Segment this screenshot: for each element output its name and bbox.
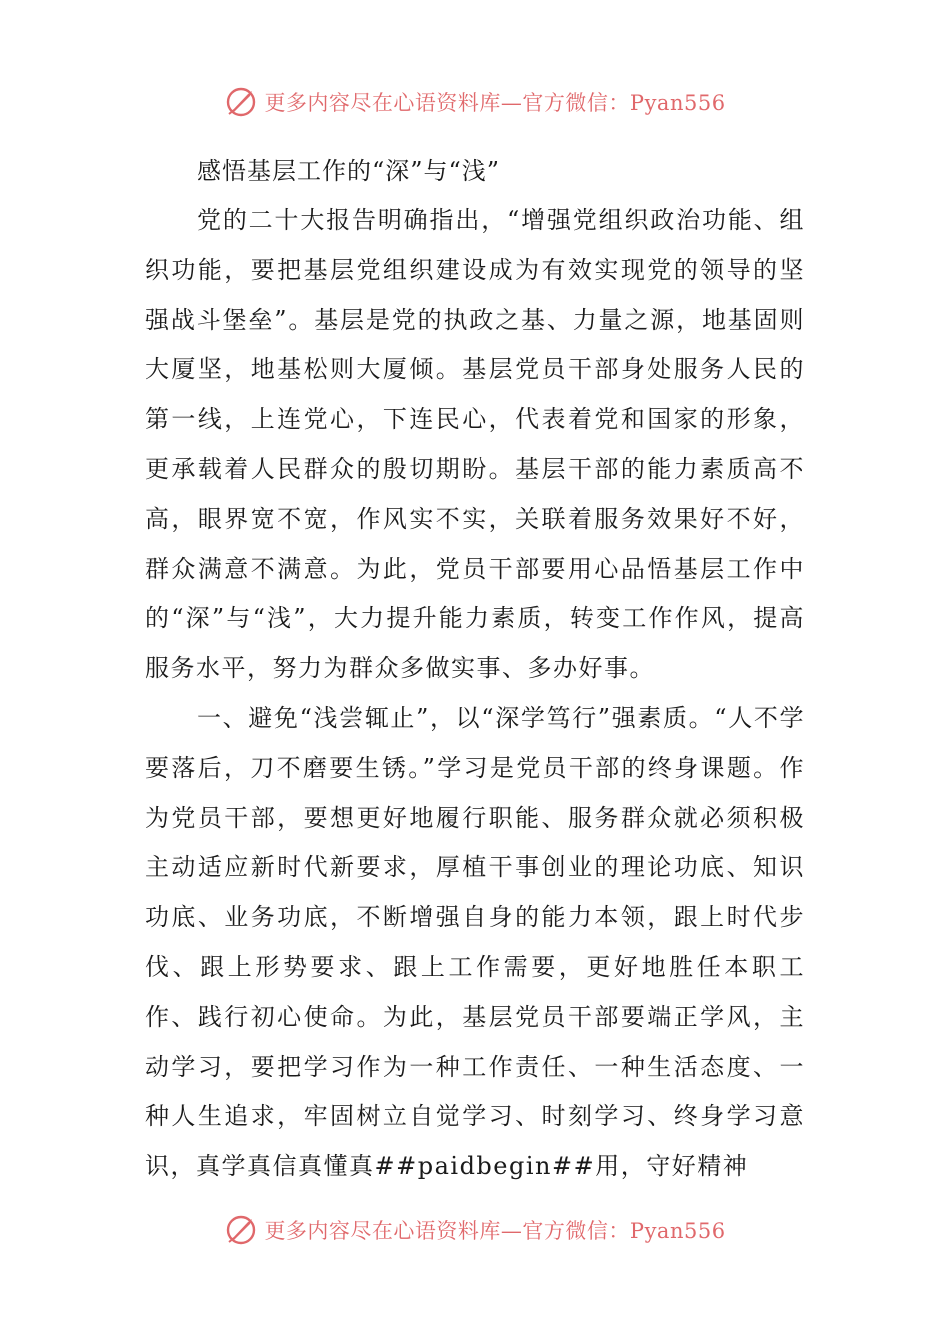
header-banner <box>0 80 950 124</box>
paragraph-intro: 党的二十大报告明确指出，“增强党组织政治功能、组织功能，要把基层党组织建设成为有效实现党的领导的坚强战斗堡垒”。基层是党的执政之基、力量之源，地基固则大厦坚，地基松则大厦倾。基层党员干部身处服务人民的第一线，上连党心，下连民心，代表着党和国家的形象，更承载着人民群众的殷切期盼。基层干部的能力素质高不高，眼界宽不宽，作风实不实，关联着服务效果好不好，群众满意不满意。为此，党员干部要用心品悟基层工作中的“深”与“浅”，大力提升能力素质，转变工作作风，提高服务水平，努力为群众多做实事、多办好事。 <box>145 206 805 683</box>
document-title: 感悟基层工作的“深”与“浅” <box>197 157 501 185</box>
header-banner-text: 更多内容尽在心语资料库—官方微信：Pyan556 <box>264 91 726 115</box>
document-body <box>145 146 805 1192</box>
quill-pen-logo-icon <box>224 1213 258 1247</box>
paragraph-section-one: 一、避免“浅尝辄止”，以“深学笃行”强素质。“人不学要落后，刀不磨要生锈。”学习是党员干部的终身课题。作为党员干部，要想更好地履行职能、服务群众就必须积极主动适应新时代新要求，厚植干事创业的理论功底、知识功底、业务功底，不断增强自身的能力本领，跟上时代步伐、跟上形势要求、跟上工作需要，更好地胜任本职工作、践行初心使命。为此，基层党员干部要端正学风，主动学习，要把学习作为一种工作责任、一种生活态度、一种人生追求，牢固树立自觉学习、时刻学习、终身学习意识，真学真信真懂真##paidbegin##用，守好精神 <box>145 703 805 1181</box>
footer-banner-text: 更多内容尽在心语资料库—官方微信：Pyan556 <box>264 1219 726 1243</box>
footer-banner <box>0 1208 950 1252</box>
quill-pen-logo-icon <box>224 85 258 119</box>
